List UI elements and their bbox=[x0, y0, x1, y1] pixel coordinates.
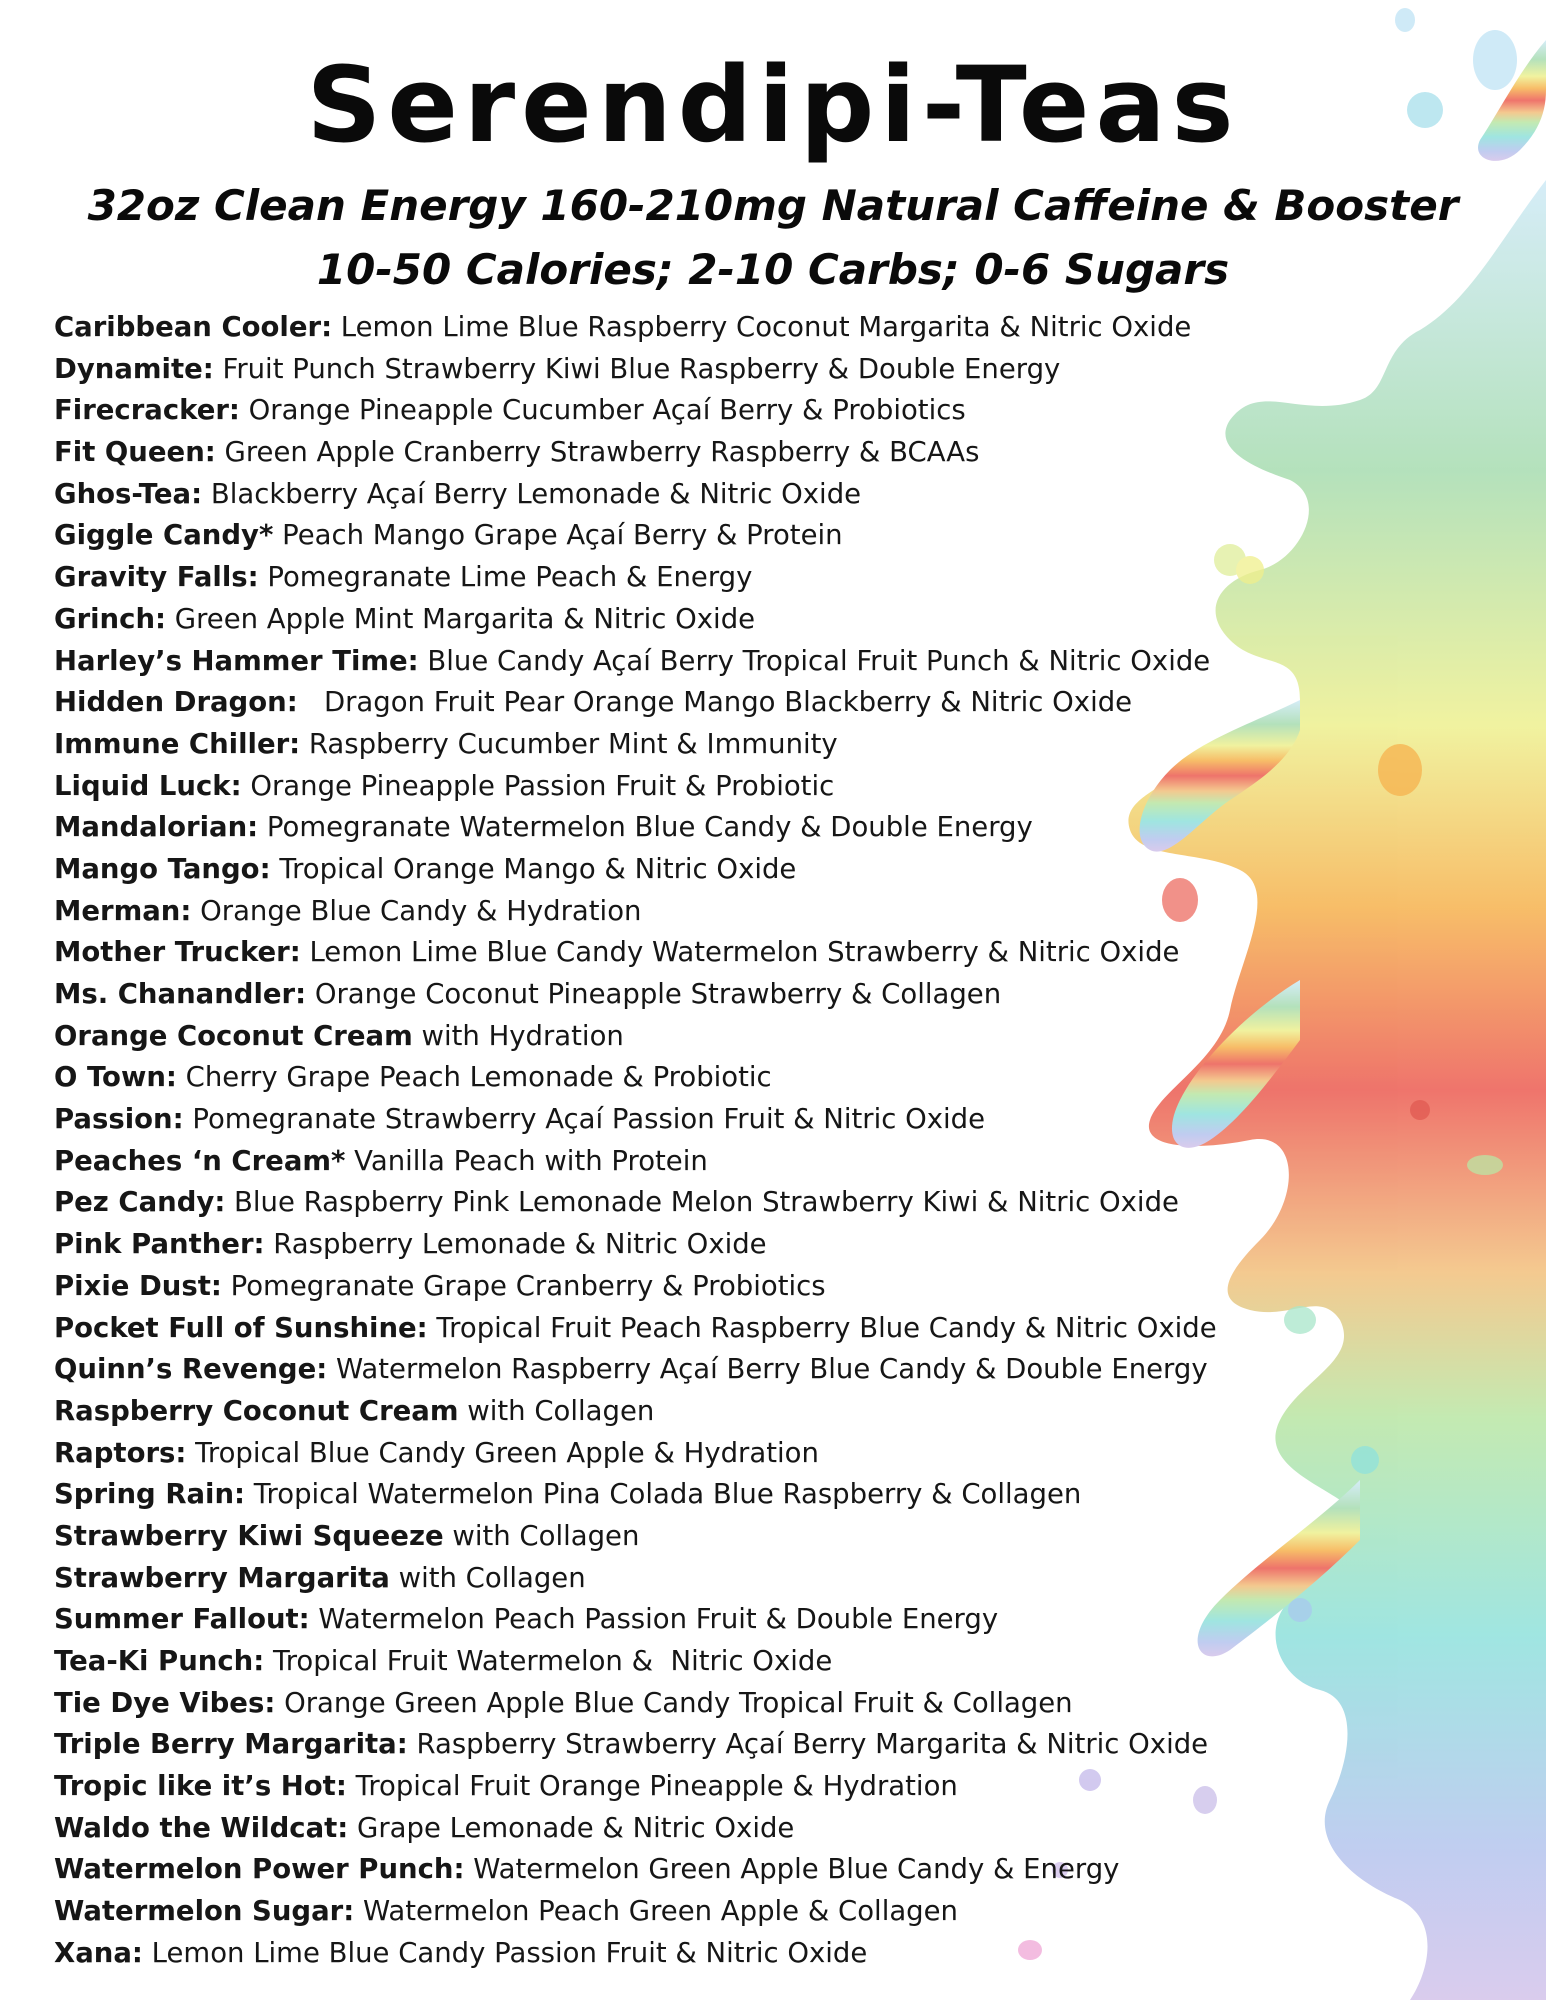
flavor-name: Grinch: bbox=[54, 602, 167, 635]
flavor-name: Dynamite: bbox=[54, 352, 214, 385]
flavor-name: Mother Trucker: bbox=[54, 936, 301, 969]
flavor-item bbox=[54, 1182, 1414, 1224]
flavor-description: Cherry Grape Peach Lemonade & Probiotic bbox=[176, 1061, 772, 1094]
flavor-description: Pomegranate Strawberry Açaí Passion Fruit & Nitric Oxide bbox=[183, 1103, 986, 1136]
flavor-name: Fit Queen: bbox=[54, 436, 216, 469]
flavor-description: Vanilla Peach with Protein bbox=[345, 1144, 708, 1177]
flavor-item bbox=[54, 1141, 1414, 1183]
flavor-description: Blue Raspberry Pink Lemonade Melon Strawberry Kiwi & Nitric Oxide bbox=[225, 1186, 1179, 1219]
flavor-description: with Collagen bbox=[443, 1519, 640, 1552]
flavor-description: Tropical Fruit Watermelon & Nitric Oxide bbox=[264, 1645, 833, 1677]
flavor-name: Gravity Falls: bbox=[54, 561, 259, 594]
flavor-list bbox=[54, 307, 1414, 1975]
flavor-name: O Town: bbox=[54, 1061, 177, 1094]
flavor-item bbox=[54, 1057, 1414, 1099]
flavor-name: Pink Panther: bbox=[54, 1228, 265, 1261]
flavor-item bbox=[54, 932, 1414, 974]
flavor-name: Immune Chiller: bbox=[54, 727, 301, 760]
flavor-item bbox=[54, 807, 1414, 849]
flavor-name: Harley’s Hammer Time: bbox=[54, 644, 419, 677]
flavor-item bbox=[54, 1266, 1414, 1308]
flavor-name: Firecracker: bbox=[54, 394, 240, 427]
flavor-item bbox=[54, 1641, 1414, 1683]
flavor-name: Pez Candy: bbox=[54, 1186, 226, 1219]
flavor-description: with Collagen bbox=[389, 1561, 586, 1594]
flavor-item bbox=[54, 390, 1414, 432]
flavor-description: Green Apple Cranberry Strawberry Raspberry & BCAAs bbox=[215, 436, 980, 469]
flavor-description: Raspberry Cucumber Mint & Immunity bbox=[300, 727, 838, 760]
flavor-name: Watermelon Sugar: bbox=[54, 1895, 355, 1928]
flavor-item bbox=[54, 1558, 1414, 1600]
flavor-item bbox=[54, 1891, 1414, 1933]
flavor-name: Ms. Chanandler: bbox=[54, 978, 307, 1010]
flavor-description: Raspberry Strawberry Açaí Berry Margarita & Nitric Oxide bbox=[407, 1728, 1209, 1761]
flavor-description: Peach Mango Grape Açaí Berry & Protein bbox=[273, 519, 843, 552]
flavor-description: Watermelon Peach Passion Fruit & Double Energy bbox=[309, 1603, 999, 1636]
flavor-item bbox=[54, 1016, 1414, 1058]
flavor-item bbox=[54, 974, 1414, 1016]
flavor-description: Tropical Orange Mango & Nitric Oxide bbox=[270, 852, 797, 885]
flavor-name: Caribbean Cooler: bbox=[54, 311, 333, 343]
flavor-item bbox=[54, 1599, 1414, 1641]
flavor-name: Hidden Dragon: bbox=[54, 686, 298, 719]
flavor-item bbox=[54, 432, 1414, 474]
flavor-description: Tropical Watermelon Pina Colada Blue Raspberry & Collagen bbox=[245, 1478, 1082, 1511]
flavor-name: Mandalorian: bbox=[54, 811, 259, 844]
flavor-name: Pixie Dust: bbox=[54, 1269, 222, 1302]
flavor-name: Summer Fallout: bbox=[54, 1603, 310, 1636]
flavor-name: Liquid Luck: bbox=[54, 769, 242, 802]
flavor-item bbox=[54, 307, 1414, 349]
flavor-description: Lemon Lime Blue Raspberry Coconut Margarita & Nitric Oxide bbox=[332, 311, 1192, 343]
flavor-name: Peaches ‘n Cream* bbox=[54, 1144, 346, 1177]
flavor-item bbox=[54, 1516, 1414, 1558]
flavor-description: Tropical Fruit Orange Pineapple & Hydration bbox=[346, 1770, 958, 1803]
flavor-name: Spring Rain: bbox=[54, 1478, 246, 1511]
subtitle-energy: 32oz Clean Energy 160-210mg Natural Caffeine & Booster bbox=[87, 181, 1459, 230]
flavor-description: Grape Lemonade & Nitric Oxide bbox=[348, 1811, 795, 1844]
flavor-description: Raspberry Lemonade & Nitric Oxide bbox=[264, 1228, 767, 1261]
flavor-item bbox=[54, 1474, 1414, 1516]
flavor-name: Ghos-Tea: bbox=[54, 477, 203, 510]
flavor-name: Watermelon Power Punch: bbox=[54, 1853, 465, 1886]
flavor-item bbox=[54, 515, 1414, 557]
flavor-description: with Collagen bbox=[458, 1394, 655, 1427]
flavor-item bbox=[54, 1849, 1414, 1891]
flavor-name: Mango Tango: bbox=[54, 852, 271, 885]
flavor-description: Orange Pineapple Passion Fruit & Probiotic bbox=[241, 769, 835, 802]
flavor-description: Blue Candy Açaí Berry Tropical Fruit Punch & Nitric Oxide bbox=[418, 644, 1211, 677]
flavor-item bbox=[54, 1808, 1414, 1850]
subtitle-nutrition: 10-50 Calories; 2-10 Carbs; 0-6 Sugars bbox=[316, 245, 1230, 294]
flavor-item bbox=[54, 724, 1414, 766]
flavor-description: Pomegranate Watermelon Blue Candy & Double Energy bbox=[258, 811, 1033, 844]
page-title: Serendipi-Teas bbox=[306, 44, 1240, 166]
flavor-description: Blackberry Açaí Berry Lemonade & Nitric Oxide bbox=[202, 477, 862, 510]
flavor-item bbox=[54, 1433, 1414, 1475]
flavor-item bbox=[54, 1391, 1414, 1433]
flavor-description: Green Apple Mint Margarita & Nitric Oxide bbox=[166, 602, 756, 635]
flavor-item bbox=[54, 474, 1414, 516]
flavor-item bbox=[54, 1308, 1414, 1350]
flavor-description: Tropical Blue Candy Green Apple & Hydration bbox=[186, 1436, 819, 1469]
flavor-name: Tie Dye Vibes: bbox=[54, 1686, 276, 1719]
flavor-item bbox=[54, 849, 1414, 891]
flavor-description: Tropical Fruit Peach Raspberry Blue Candy & Nitric Oxide bbox=[427, 1311, 1217, 1344]
flavor-name: Pocket Full of Sunshine: bbox=[54, 1311, 428, 1344]
flavor-item bbox=[54, 1349, 1414, 1391]
flavor-description: Lemon Lime Blue Candy Passion Fruit & Nitric Oxide bbox=[142, 1936, 868, 1969]
flavor-item bbox=[54, 1224, 1414, 1266]
flavor-item bbox=[54, 1933, 1414, 1975]
flavor-description: Watermelon Raspberry Açaí Berry Blue Candy & Double Energy bbox=[327, 1353, 1208, 1386]
flavor-item bbox=[54, 766, 1414, 808]
flavor-description: Orange Blue Candy & Hydration bbox=[191, 894, 642, 927]
flavor-description: Orange Green Apple Blue Candy Tropical Fruit & Collagen bbox=[275, 1686, 1073, 1719]
flavor-description: Lemon Lime Blue Candy Watermelon Strawberry & Nitric Oxide bbox=[300, 936, 1180, 969]
flavor-name: Passion: bbox=[54, 1103, 184, 1136]
flavor-description: Watermelon Peach Green Apple & Collagen bbox=[354, 1895, 958, 1928]
flavor-description: Orange Pineapple Cucumber Açaí Berry & Probiotics bbox=[239, 394, 966, 427]
flavor-name: Raptors: bbox=[54, 1436, 187, 1469]
flavor-description: Watermelon Green Apple Blue Candy & Energy bbox=[464, 1853, 1120, 1886]
flavor-item bbox=[54, 682, 1414, 724]
flavor-item bbox=[54, 641, 1414, 683]
flavor-description: with Hydration bbox=[412, 1019, 624, 1052]
flavor-name: Raspberry Coconut Cream bbox=[54, 1394, 459, 1427]
flavor-description: Pomegranate Grape Cranberry & Probiotics bbox=[221, 1269, 826, 1302]
flavor-name: Waldo the Wildcat: bbox=[54, 1811, 349, 1844]
flavor-name: Strawberry Margarita bbox=[54, 1561, 390, 1594]
flavor-name: Merman: bbox=[54, 894, 192, 927]
flavor-name: Quinn’s Revenge: bbox=[54, 1353, 328, 1386]
flavor-name: Xana: bbox=[54, 1936, 143, 1969]
flavor-item bbox=[54, 1099, 1414, 1141]
flavor-item bbox=[54, 599, 1414, 641]
flavor-description: Orange Coconut Pineapple Strawberry & Collagen bbox=[306, 978, 1002, 1010]
flavor-description: Fruit Punch Strawberry Kiwi Blue Raspberry & Double Energy bbox=[213, 352, 1061, 385]
flavor-name: Strawberry Kiwi Squeeze bbox=[54, 1519, 444, 1552]
flavor-name: Giggle Candy* bbox=[54, 519, 274, 552]
flavor-description: Pomegranate Lime Peach & Energy bbox=[258, 561, 753, 594]
flavor-item bbox=[54, 1724, 1414, 1766]
flavor-item bbox=[54, 1683, 1414, 1725]
flavor-item bbox=[54, 349, 1414, 391]
flavor-item bbox=[54, 1766, 1414, 1808]
flavor-name: Triple Berry Margarita: bbox=[54, 1728, 408, 1761]
flavor-item bbox=[54, 557, 1414, 599]
flavor-description: Dragon Fruit Pear Orange Mango Blackberry & Nitric Oxide bbox=[297, 686, 1133, 719]
flavor-name: Tropic like it’s Hot: bbox=[54, 1770, 347, 1803]
flavor-name: Tea-Ki Punch: bbox=[54, 1645, 265, 1677]
flavor-name: Orange Coconut Cream bbox=[54, 1019, 413, 1052]
flavor-item bbox=[54, 891, 1414, 933]
